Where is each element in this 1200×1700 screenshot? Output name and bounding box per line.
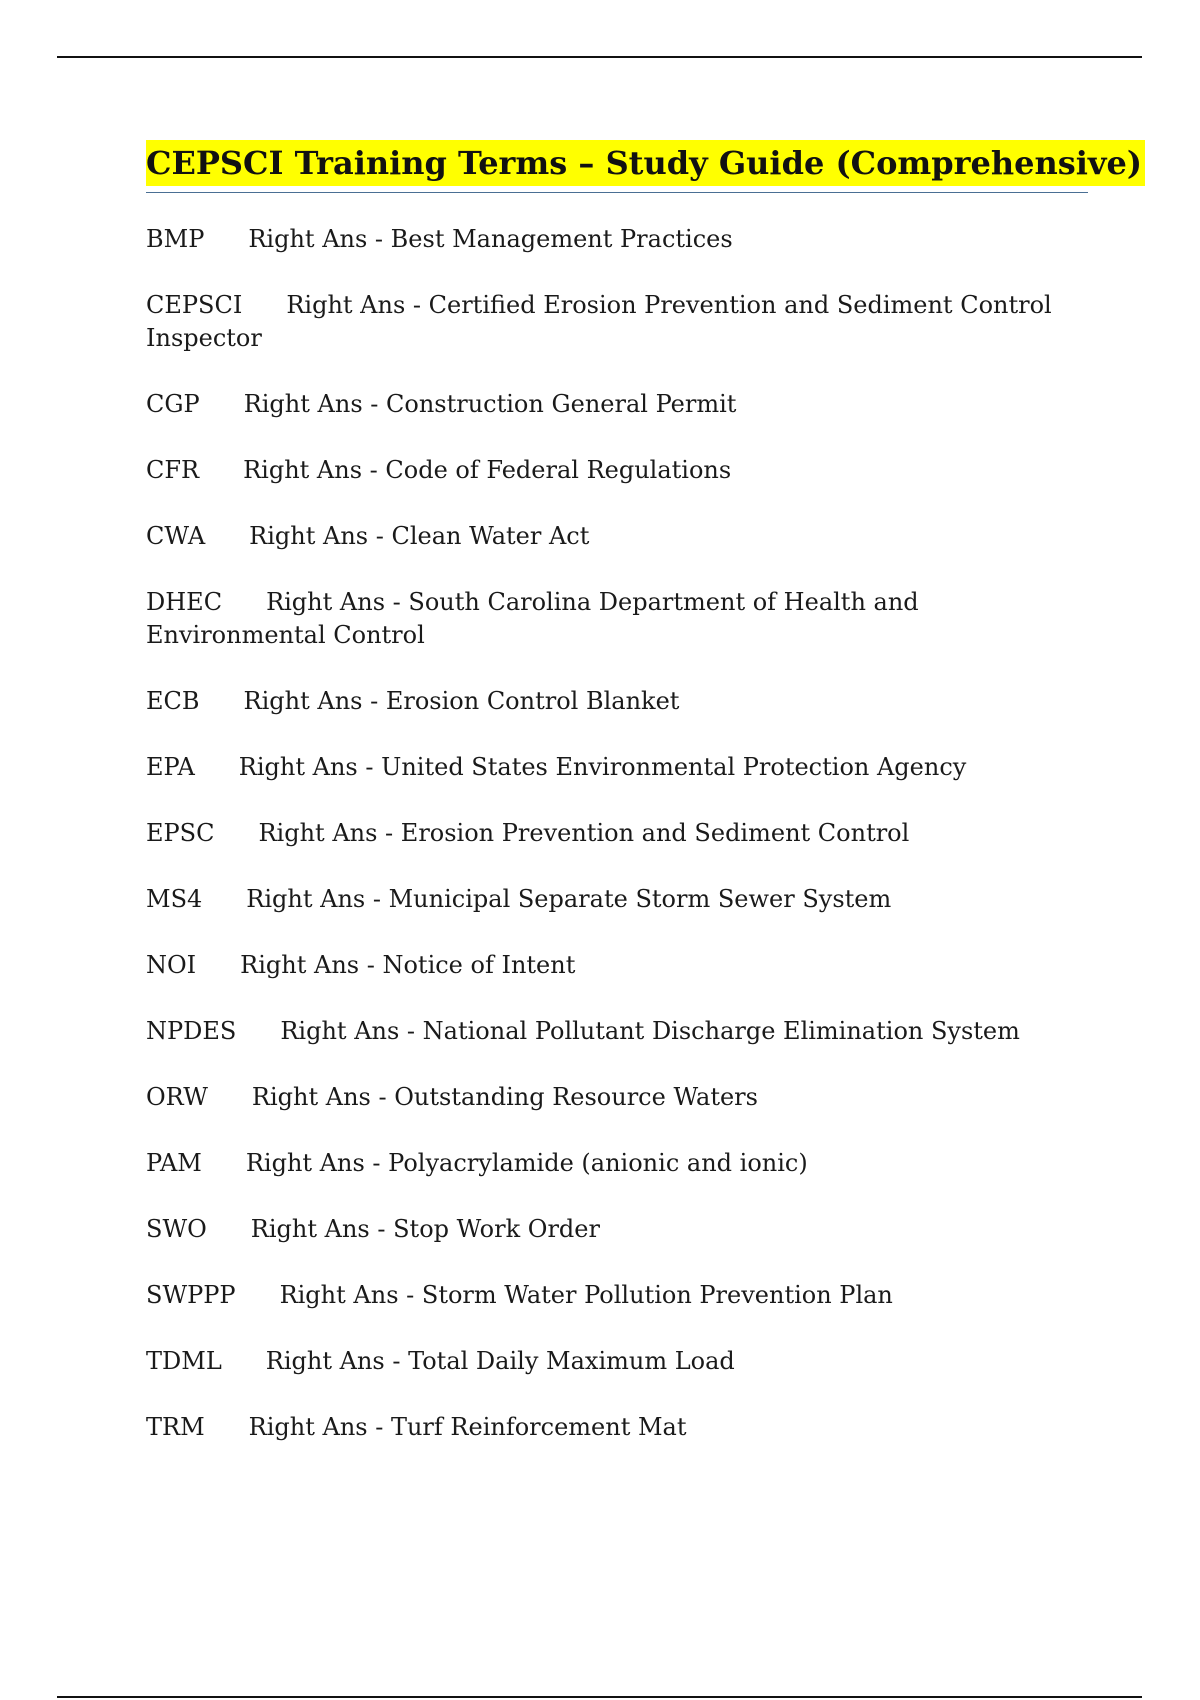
term-item [146, 1147, 1088, 1180]
term-item [146, 1081, 1088, 1114]
term-item [146, 520, 1088, 553]
term-abbreviation: DHEC [146, 588, 223, 616]
term-item [146, 949, 1088, 982]
term-definition: Right Ans - Construction General Permit [243, 390, 737, 418]
term-abbreviation: TDML [146, 1347, 222, 1375]
page-top-rule [57, 56, 1142, 58]
term-definition: Right Ans - Municipal Separate Storm Sewer System [246, 885, 892, 913]
term-definition: Right Ans - Clean Water Act [249, 522, 590, 550]
term-abbreviation: CGP [146, 390, 200, 418]
term-definition: Right Ans - Best Management Practices [248, 225, 733, 253]
term-abbreviation: EPA [146, 753, 195, 781]
term-definition: Right Ans - Storm Water Pollution Prevention Plan [279, 1281, 893, 1309]
term-item [146, 1411, 1088, 1444]
term-item [146, 1345, 1088, 1378]
term-abbreviation: CWA [146, 522, 206, 550]
term-definition: Right Ans - Outstanding Resource Waters [251, 1083, 758, 1111]
term-item [146, 817, 1088, 850]
term-abbreviation: SWPPP [146, 1281, 236, 1309]
term-item [146, 388, 1088, 421]
term-abbreviation: NPDES [146, 1017, 237, 1045]
term-item [146, 586, 1088, 652]
term-abbreviation: SWO [146, 1215, 207, 1243]
page-title: CEPSCI Training Terms – Study Guide (Comprehensive) [146, 140, 1145, 186]
term-definition: Right Ans - Polyacrylamide (anionic and ionic) [245, 1149, 808, 1177]
term-item [146, 223, 1088, 256]
term-item [146, 1015, 1088, 1048]
term-definition: Right Ans - Stop Work Order [250, 1215, 600, 1243]
title-block [146, 140, 1143, 193]
term-item [146, 454, 1088, 487]
term-definition: Right Ans - Notice of Intent [240, 951, 576, 979]
term-definition: Right Ans - Code of Federal Regulations [243, 456, 732, 484]
term-abbreviation: ORW [146, 1083, 208, 1111]
term-item [146, 751, 1088, 784]
term-definition: Right Ans - Erosion Prevention and Sediment Control [258, 819, 910, 847]
term-item [146, 1213, 1088, 1246]
term-abbreviation: ECB [146, 687, 200, 715]
document-body [146, 140, 1143, 1477]
term-item [146, 1279, 1088, 1312]
term-item [146, 685, 1088, 718]
term-definition: Right Ans - South Carolina Department of Health and Environmental Control [146, 588, 919, 649]
term-abbreviation: CFR [146, 456, 200, 484]
term-abbreviation: MS4 [146, 885, 203, 913]
term-abbreviation: NOI [146, 951, 197, 979]
term-definition: Right Ans - Certified Erosion Prevention and Sediment Control Inspector [146, 291, 1052, 352]
term-definition: Right Ans - Total Daily Maximum Load [265, 1347, 735, 1375]
term-item [146, 883, 1088, 916]
page-bottom-rule [57, 1696, 1142, 1698]
term-definition: Right Ans - United States Environmental Protection Agency [238, 753, 967, 781]
term-abbreviation: CEPSCI [146, 291, 243, 319]
term-definition: Right Ans - Erosion Control Blanket [243, 687, 680, 715]
term-abbreviation: TRM [146, 1413, 205, 1441]
term-item [146, 289, 1088, 355]
term-abbreviation: EPSC [146, 819, 215, 847]
term-definition: Right Ans - National Pollutant Discharge Elimination System [280, 1017, 1020, 1045]
term-definition: Right Ans - Turf Reinforcement Mat [248, 1413, 687, 1441]
terms-list [146, 223, 1088, 1444]
term-abbreviation: PAM [146, 1149, 202, 1177]
term-abbreviation: BMP [146, 225, 205, 253]
